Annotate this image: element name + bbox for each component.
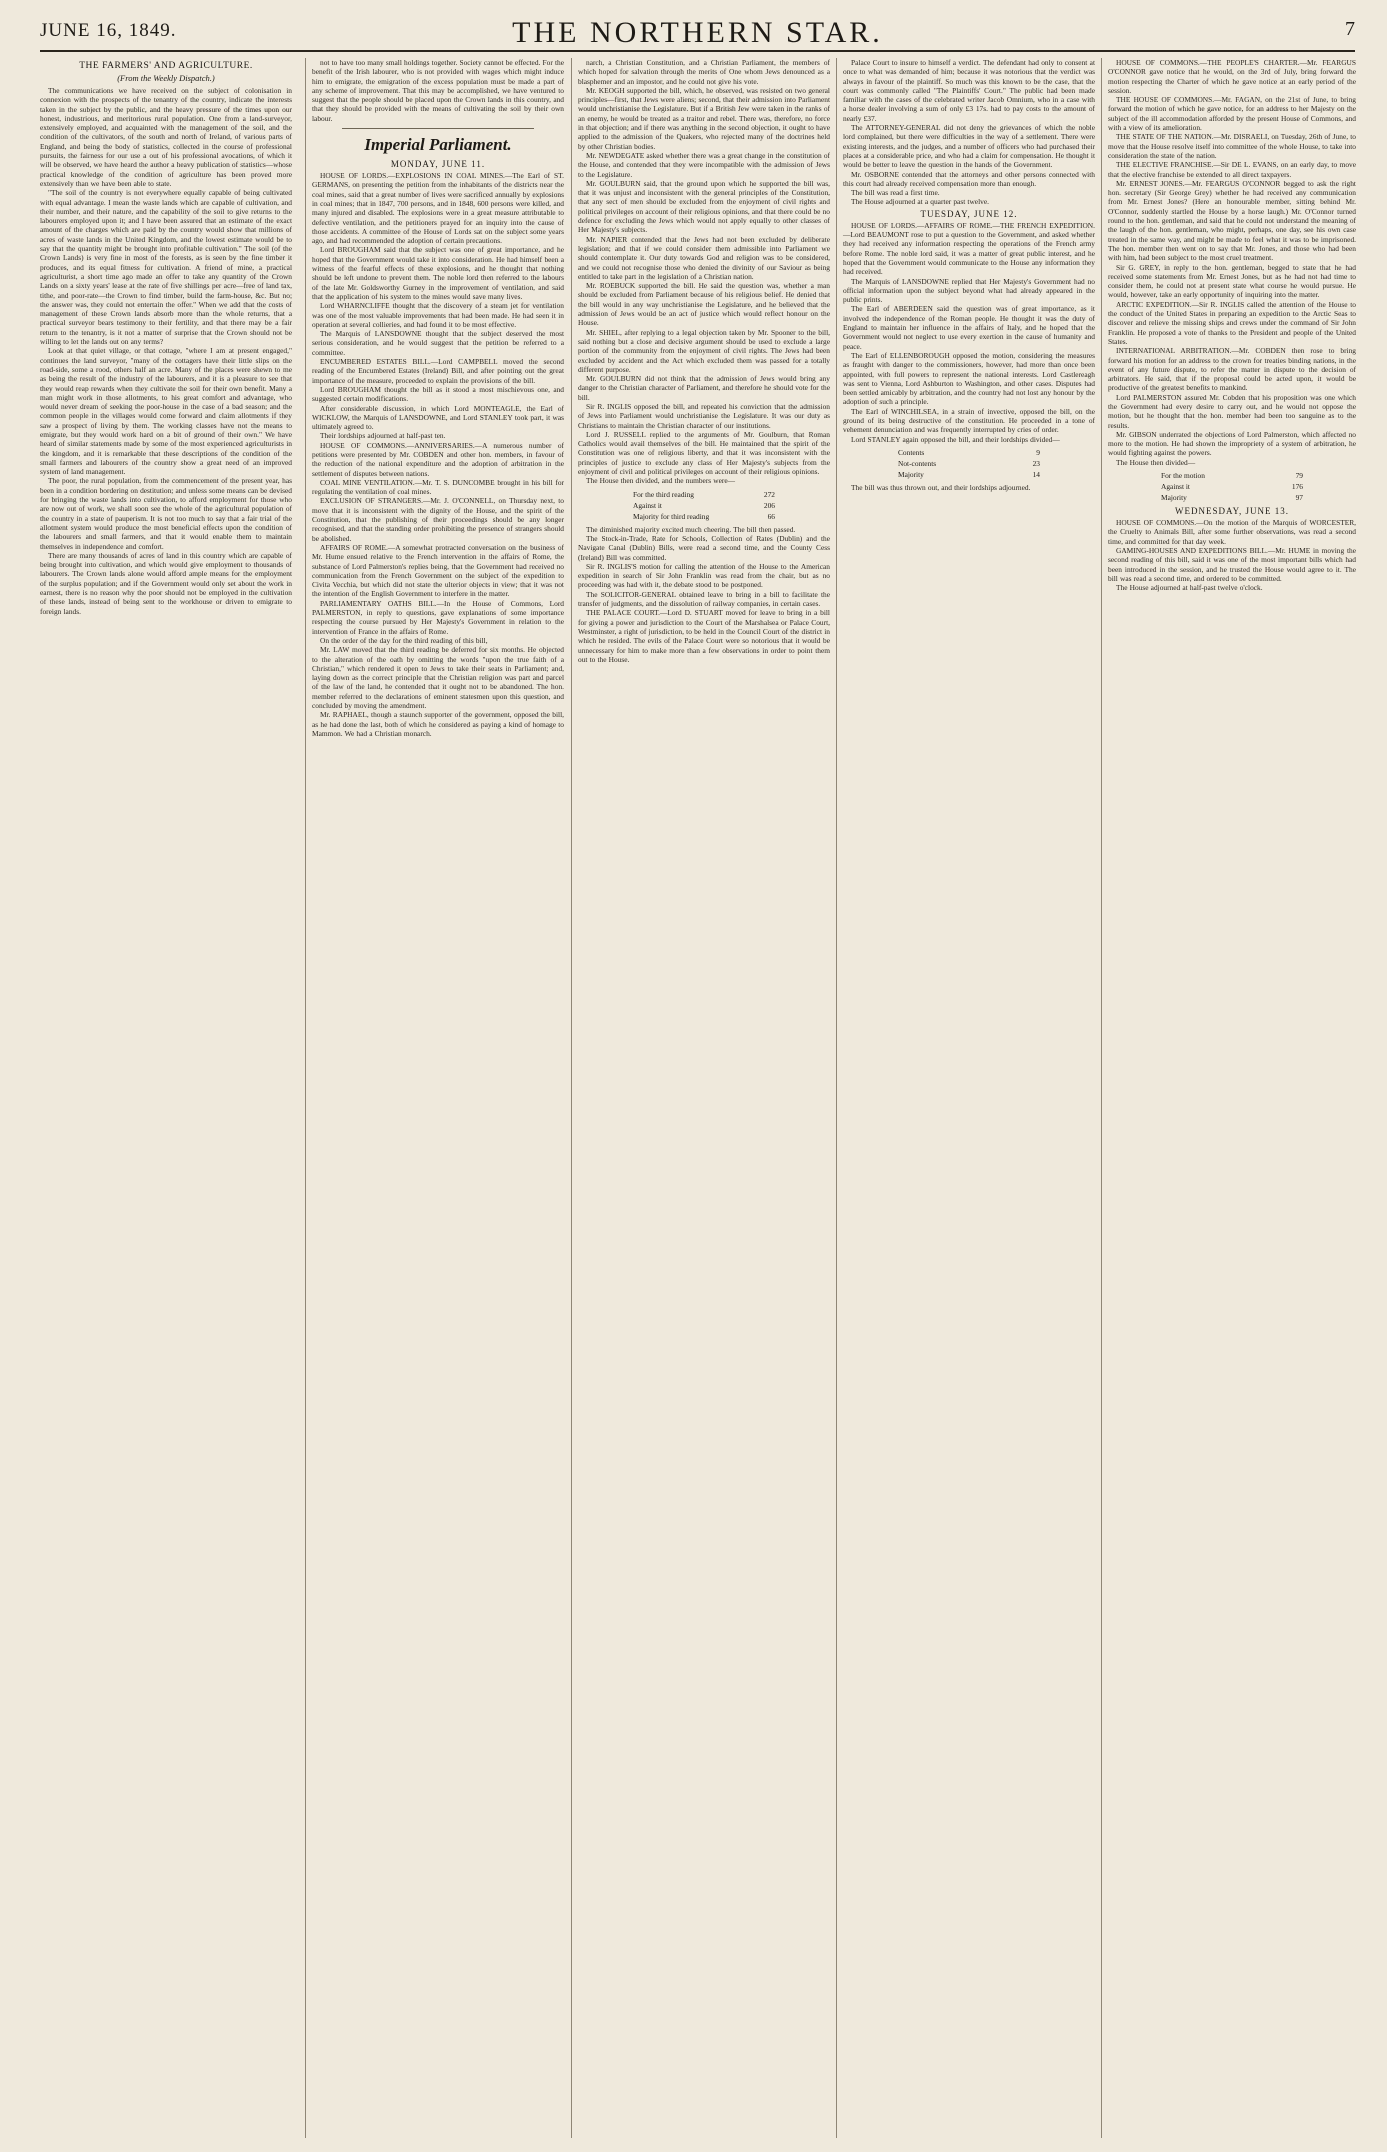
paragraph: The SOLICITOR-GENERAL obtained leave to bring in a bill to facilitate the transfer of judgments, and the dissolution of railway companies, in certain cases. xyxy=(578,589,830,609)
paragraph: There are many thousands of acres of land in this country which are capable of being brought into cultivation, and which would give employment to thousands of labourers. The Crown lands alone would afford ample means for the employment of the surplus population; and if the Government would only set about the work in earnest, there is no reason why the poor should not be employed in the cultivation of these lands, instead of being sent to the workhouse or driven to emigrate to foreign lands. xyxy=(40,550,292,616)
masthead-date: JUNE 16, 1849. xyxy=(40,20,177,41)
paragraph: ENCUMBERED ESTATES BILL.—Lord CAMPBELL moved the second reading of the Encumbered Estates (Ireland) Bill, and after pointing out the great importance of the measure, proceeded to explain the provisions of the bill. xyxy=(312,357,564,385)
paragraph: Mr. ROEBUCK supported the bill. He said the question was, whether a man should be excluded from Parliament because of his religious belief. He denied that the bill would in any way unchristianise the Legislature, and he believed that the admission of Jews would be an act of justice which would reflect honour on the House. xyxy=(578,281,830,328)
page-number: 7 xyxy=(1345,18,1355,40)
vote-label: Contents xyxy=(898,447,925,457)
division-table xyxy=(894,446,1044,481)
paragraph: On the order of the day for the third reading of this bill, xyxy=(320,635,488,645)
vote-count: 272 xyxy=(763,489,775,499)
paragraph: The Stock-in-Trade, Rate for Schools, Collection of Rates (Dublin) and the Navigate Canal (Dublin) Bills, were read a second time, and the County Cess (Ireland) Bill was committed. xyxy=(578,533,830,562)
article-source: (From the Weekly Dispatch.) xyxy=(117,73,215,83)
vote-count: 206 xyxy=(763,500,775,510)
paragraph: Mr. GOULBURN did not think that the admission of Jews would bring any danger to the Christian character of Parliament, and therefore he should vote for the bill. xyxy=(578,374,830,402)
paragraph: The House then divided, and the numbers were— xyxy=(586,476,736,486)
paragraph: Mr. ERNEST JONES.—Mr. FEARGUS O'CONNOR begged to ask the right hon. secretary (Sir George Grey) whether he had received any communication from Mr. Ernest Jones? (Here an honourable member, sitting behind Mr. O'Connor, suddenly startled the House by a horse laugh.) Mr. O'Connor turned round to the hon. gentleman, and said that he could not understand the meaning of the laugh of the hon. gentleman, who might, perhaps, one day, see his own case treated in the same way, and might be made to feel what it was to be imprisoned. The hon. member then went on to say that Mr. Jones, and those who had been with him, had been subject to the most cruel treatment. xyxy=(1108,178,1356,263)
vote-label: Against it xyxy=(1161,482,1190,492)
paragraph: HOUSE OF LORDS.—AFFAIRS OF ROME.—THE FRENCH EXPEDITION.—Lord BEAUMONT rose to put a question to the Government, and asked whether they had received any information respecting the operations of the French army before Rome. The noble lord said, it was a matter of great public interest, and he hoped that the Government would communicate to the House any information they had received. xyxy=(843,220,1095,277)
paragraph: Mr. RAPHAEL, though a staunch supporter of the government, opposed the bill, as he had done the last, both of which he considered as paying a kind of homage to Mammon. We had a Christian monarch. xyxy=(312,710,564,738)
vote-count: 9 xyxy=(1036,447,1040,457)
divider xyxy=(342,128,534,129)
paragraph: Sir R. INGLIS opposed the bill, and repeated his conviction that the admission of Jews into Parliament would unchristianise the Legislature. It was our duty as Christians to maintain the Christian character of our institutions. xyxy=(578,401,830,430)
paragraph: The poor, the rural population, from the commencement of the present year, has been in a condition bordering on destitution; and unless some means can be devised for bringing the waste lands into cultivation, to afford employment for those who are now out of work, we shall soon see the whole of the agricultural population of the country in a state of pauperism. It is not too much to say that a fair trial of the allotment system would produce the most beneficial effects upon the condition of the labourers and small farmers, and that it would enable them to maintain themselves in independence and comfort. xyxy=(40,476,292,551)
vote-label: For the third reading xyxy=(633,489,694,499)
paragraph: "The soil of the country is not everywhere equally capable of being cultivated with equal advantage. I mean the waste lands which are capable of cultivation, and their number, and their nature, and the capability of the soil to give returns to the labourers employed upon it; and I have been assured that an estimate of the exact amount of the charges which are paid by the country would show that millions of acres of waste lands in the United Kingdom, and the lowest estimate would be to say that the quantity might be brought into profitable cultivation." The soil (of the Crown Lands) is very fine in most of the forests, as is seen by the fine timber it produces, and its equal fitness for cultivation. A friend of mine, a practical agriculturist, a short time ago made an offer to take any quantity of the Crown Lands on a sixty years' lease at the rate of five shillings per acre—free of land tax, tithe, and poor-rate—the Crown to find timber, build the farm-house, &c. But no; the answer was, they could not entertain the offer." When we add that the costs of management of these Crown lands absorb more than the whole returns, that a practical surveyor bears testimony to their fertility, and that there may be a fair return to the tenantry, is it not a matter of surprise that the Crown should not be willing to let the lands out on any terms? xyxy=(40,188,292,347)
paragraph: The Earl of ELLENBOROUGH opposed the motion, considering the measures as fraught with danger to the commissioners, however, had more than once been appointed, with full powers to represent the national interests. Lord Castlereagh was sent to Vienna, Lord Ashburton to Washington, and other cases. Disputes had been settled amicably by arbitration, and the country had not lost any honour by the adoption of such a principle. xyxy=(843,350,1095,407)
article-heading: THE FARMERS' AND AGRICULTURE. xyxy=(79,61,253,71)
paragraph: HOUSE OF COMMONS.—On the motion of the Marquis of WORCESTER, the Cruelty to Animals Bill, after some further observations, was read a second time, and committed for that day week. xyxy=(1108,518,1356,546)
paragraph: narch, a Christian Constitution, and a Christian Parliament, the members of which hoped for salvation through the merits of One whom Jews denounced as a blasphemer and an impostor, and he could not give his vote. xyxy=(578,58,830,86)
column-3 xyxy=(571,58,830,2138)
paragraph: The Marquis of LANSDOWNE replied that Her Majesty's Government had no official information upon the subject beyond what had already appeared in the public prints. xyxy=(843,276,1095,305)
paragraph: GAMING-HOUSES AND EXPEDITIONS BILL.—Mr. HUME in moving the second reading of this bill, said it was one of the most important bills which had been introduced in the session, and he trusted the House would agree to it. The bill was read a second time, and ordered to be committed. xyxy=(1108,545,1356,583)
paragraph: Lord J. RUSSELL replied to the arguments of Mr. Goulburn, that Roman Catholics would avail themselves of the bill. He maintained that the spirit of the Constitution was one of religious liberty, and that it was inconsistent with the principles of justice to exclude any class of Her Majesty's subjects from the enjoyment of civil and political privileges on account of their religious opinions. xyxy=(578,429,830,477)
section-date: TUESDAY, JUNE 12. xyxy=(920,208,1018,219)
column-1 xyxy=(40,58,292,2138)
paragraph: Mr. NAPIER contended that the Jews had not been excluded by deliberate legislation; and that if we could consider them admissible into Parliament we should contemplate it. Our duty towards God and religion was to be considered, and we could not recognise those who denied the divinity of our Saviour as being entitled to take part in the legislation of a Christian nation. xyxy=(578,234,830,281)
paragraph: EXCLUSION OF STRANGERS.—Mr. J. O'CONNELL, on Thursday next, to move that it is inconsistent with the dignity of the House, and the spirit of the Constitution, that the publishing of their proceedings should be any longer recognised, and that the standing order prohibiting the presence of strangers should be abolished. xyxy=(312,496,564,543)
vote-count: 79 xyxy=(1295,471,1303,481)
vote-count: 176 xyxy=(1291,482,1303,492)
paragraph: Sir G. GREY, in reply to the hon. gentleman, begged to state that he had received some statements from Mr. Ernest Jones, but as he had not had time to consider them, he could not at present state what course he would pursue. He would, however, take an early opportunity of inquiring into the matter. xyxy=(1108,262,1356,300)
vote-label: For the motion xyxy=(1161,471,1205,481)
paragraph: Lord BROUGHAM said that the subject was one of great importance, and he hoped that the Government would take it into consideration. He had himself been a witness of the fearful effects of these explosions, and he thought that nothing should be left undone to prevent them. The noble lord then referred to the labours of the late Mr. Goldsworthy Gurney in the improvement of ventilation, and said that the application of his system to the mines would save many lives. xyxy=(312,245,564,301)
paragraph: Palace Court to insure to himself a verdict. The defendant had only to consent at once to what was demanded of him; because it was notorious that the verdict was always in favour of the plaintiff. So much was this known to be the case, that the court was commonly called "The Plaintiffs' Court." The public had been made familiar with the cases of the celebrated writer Jacob Omnium, who in a case with a horse dealer involving a sum of only £3 17s. had to pay costs to the amount of nearly £37. xyxy=(843,58,1095,123)
column-4 xyxy=(836,58,1095,2138)
paragraph: ARCTIC EXPEDITION.—Sir R. INGLIS called the attention of the House to the conduct of the United States in preparing an expedition to the Arctic Seas to discover and relieve the missing ships and crews under the command of Sir John Franklin. He proposed a vote of thanks to the President and people of the United States. xyxy=(1108,299,1356,346)
paragraph: THE HOUSE OF COMMONS.—Mr. FAGAN, on the 21st of June, to bring forward the motion of which he gave notice, for an address to her Majesty on the subject of the ill accommodation afforded by the present House of Commons, and with a view of its amelioration. xyxy=(1108,95,1356,133)
paragraph: The House then divided— xyxy=(1116,457,1196,467)
section-heading: Imperial Parliament. xyxy=(364,135,512,155)
paragraph: Mr. SHIEL, after replying to a legal objection taken by Mr. Spooner to the bill, said nothing but a close and decisive argument should be used to exclude a large portion of the community from the enjoyment of civil rights. The Jews had been excluded by accident and the Act which excluded them was passed for a totally different purpose. xyxy=(578,327,830,374)
paragraph: THE ELECTIVE FRANCHISE.—Sir DE L. EVANS, on an early day, to move that the elective franchise be extended to all direct taxpayers. xyxy=(1108,160,1356,179)
division-table xyxy=(629,488,779,523)
vote-label: Majority xyxy=(1161,493,1187,503)
paragraph: AFFAIRS OF ROME.—A somewhat protracted conversation on the business of Mr. Hume ensued relative to the French intervention in the affairs of Rome, the substance of Lord Palmerston's replies being, that the Government had received no communication from the French Government on the subject of the expedition to Civita Vecchia, but which did not state the ulterior objects in view; that it was not the intention of the English Government to interfere in the matter. xyxy=(312,542,564,599)
paragraph: After considerable discussion, in which Lord MONTEAGLE, the Earl of WICKLOW, the Marquis of LANSDOWNE, and Lord STANLEY took part, it was ultimately agreed to. xyxy=(312,403,564,432)
paragraph: The House adjourned at a quarter past twelve. xyxy=(851,197,989,207)
paragraph: The Marquis of LANSDOWNE thought that the subject deserved the most serious consideration, and he would suggest that the petition be referred to a committee. xyxy=(312,329,564,357)
vote-count: 97 xyxy=(1295,493,1303,503)
paragraph: THE PALACE COURT.—Lord D. STUART moved for leave to bring in a bill for giving a power and jurisdiction to the Court of the Marshalsea or Palace Court, Westminster, a right of jurisdiction, to be held in the Council Court of the district in which he resided. The evils of the Palace Court were so notorious that it would be unnecessary for him to make more than a few observations in order to point them out to the House. xyxy=(578,608,830,664)
paragraph: COAL MINE VENTILATION.—Mr. T. S. DUNCOMBE brought in his bill for regulating the ventilation of coal mines. xyxy=(312,477,564,497)
paragraph: The bill was thus thrown out, and their lordships adjourned. xyxy=(851,482,1031,492)
paragraph: The communications we have received on the subject of colonisation in connexion with the prospects of the tenantry of the country, indicate the interests taken in the subject by the public, and the heavy pressure of the times upon our honest, industrious, and meritorious rural population. One from a land-surveyor, extensively employed, and acquainted with the management of the soil, and the condition of the cultivators, of the south and north of Ireland, of various parts of England, and being the body of statistics, collected in the course of professional pursuits, the fairness for our use a out of his professional avocations, of which it will be observed, we have heard the author a heavy publication of statistics—whose practical knowledge of the condition of agriculture has been proved more extensively than we have been able to state. xyxy=(40,86,292,188)
paragraph: The House adjourned at half-past twelve o'clock. xyxy=(1116,583,1263,593)
vote-count: 14 xyxy=(1032,469,1040,479)
paragraph: THE STATE OF THE NATION.—Mr. DISRAELI, on Tuesday, 26th of June, to move that the House resolve itself into committee of the whole House, to take into consideration the state of the nation. xyxy=(1108,132,1356,160)
columns xyxy=(40,58,1355,2138)
vote-count: 66 xyxy=(767,511,775,521)
paragraph: Mr. LAW moved that the third reading be deferred for six months. He objected to the alteration of the oath by omitting the words "upon the true faith of a Christian," which rendered it open to Jews to take their seats in Parliament; and, laying down as the correct principle that the Christian religion was part and parcel of the law of the land, he contended that it ought not to be abandoned. The hon. member referred to the declarations of eminent statesmen upon this question, and concluded by moving the amendment. xyxy=(312,645,564,710)
paragraph: not to have too many small holdings together. Society cannot be effected. For the benefit of the Irish labourer, who is not provided with wages which might induce him to emigrate, the emigration of the excess population must be made a part of any scheme of improvement. That this may be accomplished, we have ventured to suggest that the people should be placed upon the Crown lands in this country, and that they should be provided with the means of cultivating the soil by their own labour. xyxy=(312,58,564,123)
masthead-title: THE NORTHERN STAR. xyxy=(512,16,883,49)
paragraph: Lord WHARNCLIFFE thought that the discovery of a steam jet for ventilation was one of the most valuable improvements that had been made. He had seen it in operation at several collieries, and had found it to be most effective. xyxy=(312,301,564,329)
paragraph: The Earl of ABERDEEN said the question was of great importance, as it involved the independence of the Roman people. He thought it was the duty of England to maintain her influence in the affairs of Italy, and he hoped that the Government would not neglect to use every exertion in the cause of humanity and peace. xyxy=(843,304,1095,351)
paragraph: Mr. NEWDEGATE asked whether there was a great change in the constitution of the House, and contended that they were incompatible with the admission of Jews to the Legislature. xyxy=(578,150,830,179)
division-table xyxy=(1157,469,1307,504)
paragraph: Lord BROUGHAM thought the bill as it stood a most mischievous one, and suggested certain modifications. xyxy=(312,384,564,404)
column-2 xyxy=(305,58,564,2138)
paragraph: Look at that quiet village, or that cottage, "where I am at present engaged," continues the land surveyor, "many of the cottagers have their little slips on the road-side, some a rood, others half an acre. Many of the places were shewn to me as being the result of the industry of the labourers, and it is a pleasure to see that they would reap rewards when they cultivate the soil for their own benefit. Many a man might work in those allotments, to his great comfort and advantage, who would never dream of seeking the poor-house in the case of a bad season; and the common people in the villages would come forward and claim allotments if they saw a prospect of living by them. The working classes have not the means to emigrate, but they would work hard on a bit of ground of their own." We have heard of similar statements made by some of the most experienced agriculturists in the kingdom, and it is remarkable that these descriptions of the condition of the small farmers and labourers of the country show a great need of an improved system of land management. xyxy=(40,346,292,477)
paragraph: Lord STANLEY again opposed the bill, and their lordships divided— xyxy=(851,434,1060,444)
paragraph: Mr. KEOGH supported the bill, which, he observed, was resisted on two general principles—first, that Jews were aliens; second, that their admission into Parliament would unchristianise the Legislature. But if a British Jew were taken in the ranks of an enemy, he would be treated as a traitor and rebel. There was, therefore, no force in that objection; and if there was anything in the second objection, it ought to have applied to the admission of the Quakers, who rejected many of the doctrines held by other Christian bodies. xyxy=(578,85,830,151)
paragraph: Their lordships adjourned at half-past ten. xyxy=(320,431,446,441)
paragraph: Mr. GOULBURN said, that the ground upon which he supported the bill was, that it was unjust and inconsistent with the general principles of the Constitution, that any sect of men should be excluded from the enjoyment of civil rights and political privileges on account of their religious opinions, and that there could be no defence for excluding the Jews which would not apply equally to other classes of Her Majesty's subjects. xyxy=(578,178,830,235)
paragraph: INTERNATIONAL ARBITRATION.—Mr. COBDEN then rose to bring forward his motion for an address to the crown for treaties binding nations, in the event of any future dispute, to refer the matter in dispute to the decision of arbitrators. He said, that if the proposal could be acted upon, it would be productive of the greatest benefits to mankind. xyxy=(1108,346,1356,393)
paragraph: HOUSE OF COMMONS.—ANNIVERSARIES.—A numerous number of petitions were presented by Mr. COBDEN and other hon. members, in favour of the reduction of the national expenditure and the adoption of arbitration in the settlement of disputes between nations. xyxy=(312,440,564,478)
masthead xyxy=(40,14,1355,52)
paragraph: The diminished majority excited much cheering. The bill then passed. xyxy=(586,524,796,534)
vote-count: 23 xyxy=(1032,458,1040,468)
section-date: WEDNESDAY, JUNE 13. xyxy=(1174,506,1289,517)
paragraph: Sir R. INGLIS'S motion for calling the attention of the House to the American expedition in search of Sir John Franklin was read from the chair, but as no proceeding was had with it, the debate stood to be postponed. xyxy=(578,561,830,590)
vote-label: Against it xyxy=(633,500,662,510)
paragraph: HOUSE OF COMMONS.—THE PEOPLE'S CHARTER.—Mr. FEARGUS O'CONNOR gave notice that he would, on the 3rd of July, bring forward the motion respecting the Charter of which he gave notice at an early period of the session. xyxy=(1108,58,1356,95)
paragraph: The ATTORNEY-GENERAL did not deny the grievances of which the noble lord complained, but there were difficulties in the way of a settlement. There were existing interests, and the judges, and a number of officers who had purchased their places at a considerable price, and who had a claim for compensation. He thought it would be better to leave the question in the hands of the Government. xyxy=(843,123,1095,170)
paragraph: Mr. GIBSON underrated the objections of Lord Palmerston, which affected no more to the motion. He had shown the impropriety of a system of arbitration, he would fighting against the powers. xyxy=(1108,429,1356,458)
paragraph: HOUSE OF LORDS.—EXPLOSIONS IN COAL MINES.—The Earl of ST. GERMANS, on presenting the petition from the inhabitants of the districts near the coal mines, said that a great number of lives were sacrificed annually by explosions in coal mines; that in 1847, 700 persons, and in 1848, 600 persons were killed, and many injured and disabled. The explosions were in a great measure attributable to defective ventilation, and the petitioners prayed for an inquiry into the cause of those accidents. A committee of the House of Lords sat on the subject some years ago, and had recommended the adoption of certain precautions. xyxy=(312,171,564,246)
paragraph: Lord PALMERSTON assured Mr. Cobden that his proposition was one which the Government had every desire to carry out, and he would not oppose the motion, but he thought that the hon. member had been too sanguine as to the results. xyxy=(1108,392,1356,430)
paragraph: PARLIAMENTARY OATHS BILL.—In the House of Commons, Lord PALMERSTON, in reply to questions, gave explanations of some importance respecting the course pursued by Her Majesty's Government in relation to the intervention of France in the affairs of Rome. xyxy=(312,598,564,636)
vote-label: Majority for third reading xyxy=(633,511,710,521)
paragraph: The Earl of WINCHILSEA, in a strain of invective, opposed the bill, on the ground of its being destructive of the constitution. He proceeded in a tone of vehement denunciation and was frequently interrupted by cries of order. xyxy=(843,406,1095,435)
vote-label: Majority xyxy=(898,469,924,479)
paragraph: Mr. OSBORNE contended that the attorneys and other persons connected with this court had already received compensation more than enough. xyxy=(843,169,1095,188)
column-5 xyxy=(1101,58,1356,2138)
section-date: MONDAY, JUNE 11. xyxy=(390,159,486,170)
paragraph: The bill was read a first time. xyxy=(851,188,940,198)
vote-label: Not-contents xyxy=(898,458,937,468)
